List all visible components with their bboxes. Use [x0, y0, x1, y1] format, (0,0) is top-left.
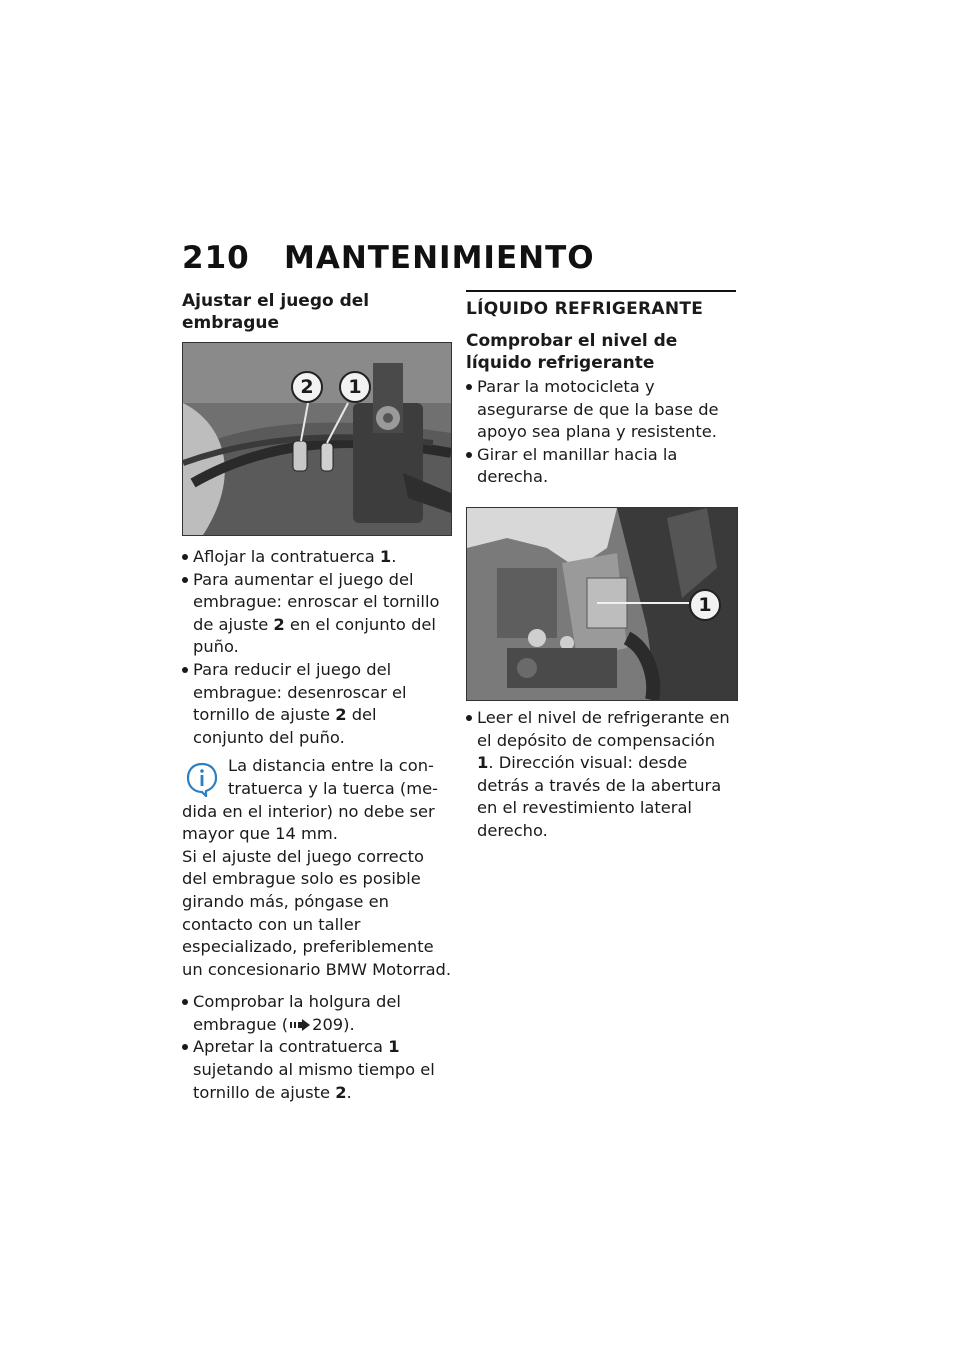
list-item: Comprobar la holgura del embrague ( 209). [182, 991, 452, 1036]
list-item: Para reducir el juego del embrague: desenroscar el tornillo de ajuste 2 del conjunto del puño. [182, 659, 452, 749]
callout-1: 1 [339, 371, 371, 403]
note-text-advice: Si el ajuste del juego correcto del embrague solo es posible girando más, póngase en contacto con un taller especializado, preferiblemente un concesionario BMW Motorrad. [182, 846, 452, 979]
left-column [182, 290, 452, 1104]
clutch-steps-list [182, 546, 452, 749]
cross-reference-arrow-icon [290, 1019, 310, 1031]
clutch-final-steps-list [182, 991, 452, 1104]
page-number: 210 [182, 240, 250, 276]
coolant-figure [466, 507, 738, 701]
info-icon [184, 761, 220, 797]
chapter-title: MANTENIMIENTO [284, 240, 595, 276]
clutch-heading: Ajustar el juego del embrague [182, 291, 370, 333]
clutch-illustration [183, 343, 451, 535]
right-column [466, 290, 736, 843]
list-item: Parar la motocicleta y asegurarse de que la base de apoyo sea plana y resistente. [466, 376, 736, 444]
page-reference-link[interactable]: 209 [312, 1014, 344, 1034]
list-item: Girar el manillar hacia la derecha. [466, 444, 736, 489]
note-line-1: La distancia entre la con- [228, 756, 434, 776]
coolant-subheading: Comprobar el nivel de líquido refrigerante [466, 331, 678, 373]
list-item: Apretar la contratuerca 1 sujetando al mismo tiempo el tornillo de ajuste 2. [182, 1036, 452, 1104]
list-item: Leer el nivel de refrigerante en el depósito de compensación 1. Dirección visual: desde detrás a través de la abertura en el revestimiento lateral derecho. [466, 707, 736, 843]
note-text-rest: dida en el interior) no debe ser mayor que 14 mm. [182, 801, 435, 844]
callout-2: 2 [291, 371, 323, 403]
coolant-section-heading: LÍQUIDO REFRIGERANTE [466, 290, 736, 320]
list-item: Aflojar la contratuerca 1. [182, 546, 452, 569]
coolant-check-steps-list [466, 707, 736, 843]
clutch-figure [182, 342, 452, 536]
info-note [182, 755, 452, 981]
note-line-2: tratuerca y la tuerca (me- [228, 778, 438, 798]
list-item: Para aumentar el juego del embrague: enroscar el tornillo de ajuste 2 en el conjunto del puño. [182, 569, 452, 659]
page-header [182, 240, 742, 280]
coolant-prep-steps-list [466, 376, 736, 489]
callout-1: 1 [689, 589, 721, 621]
